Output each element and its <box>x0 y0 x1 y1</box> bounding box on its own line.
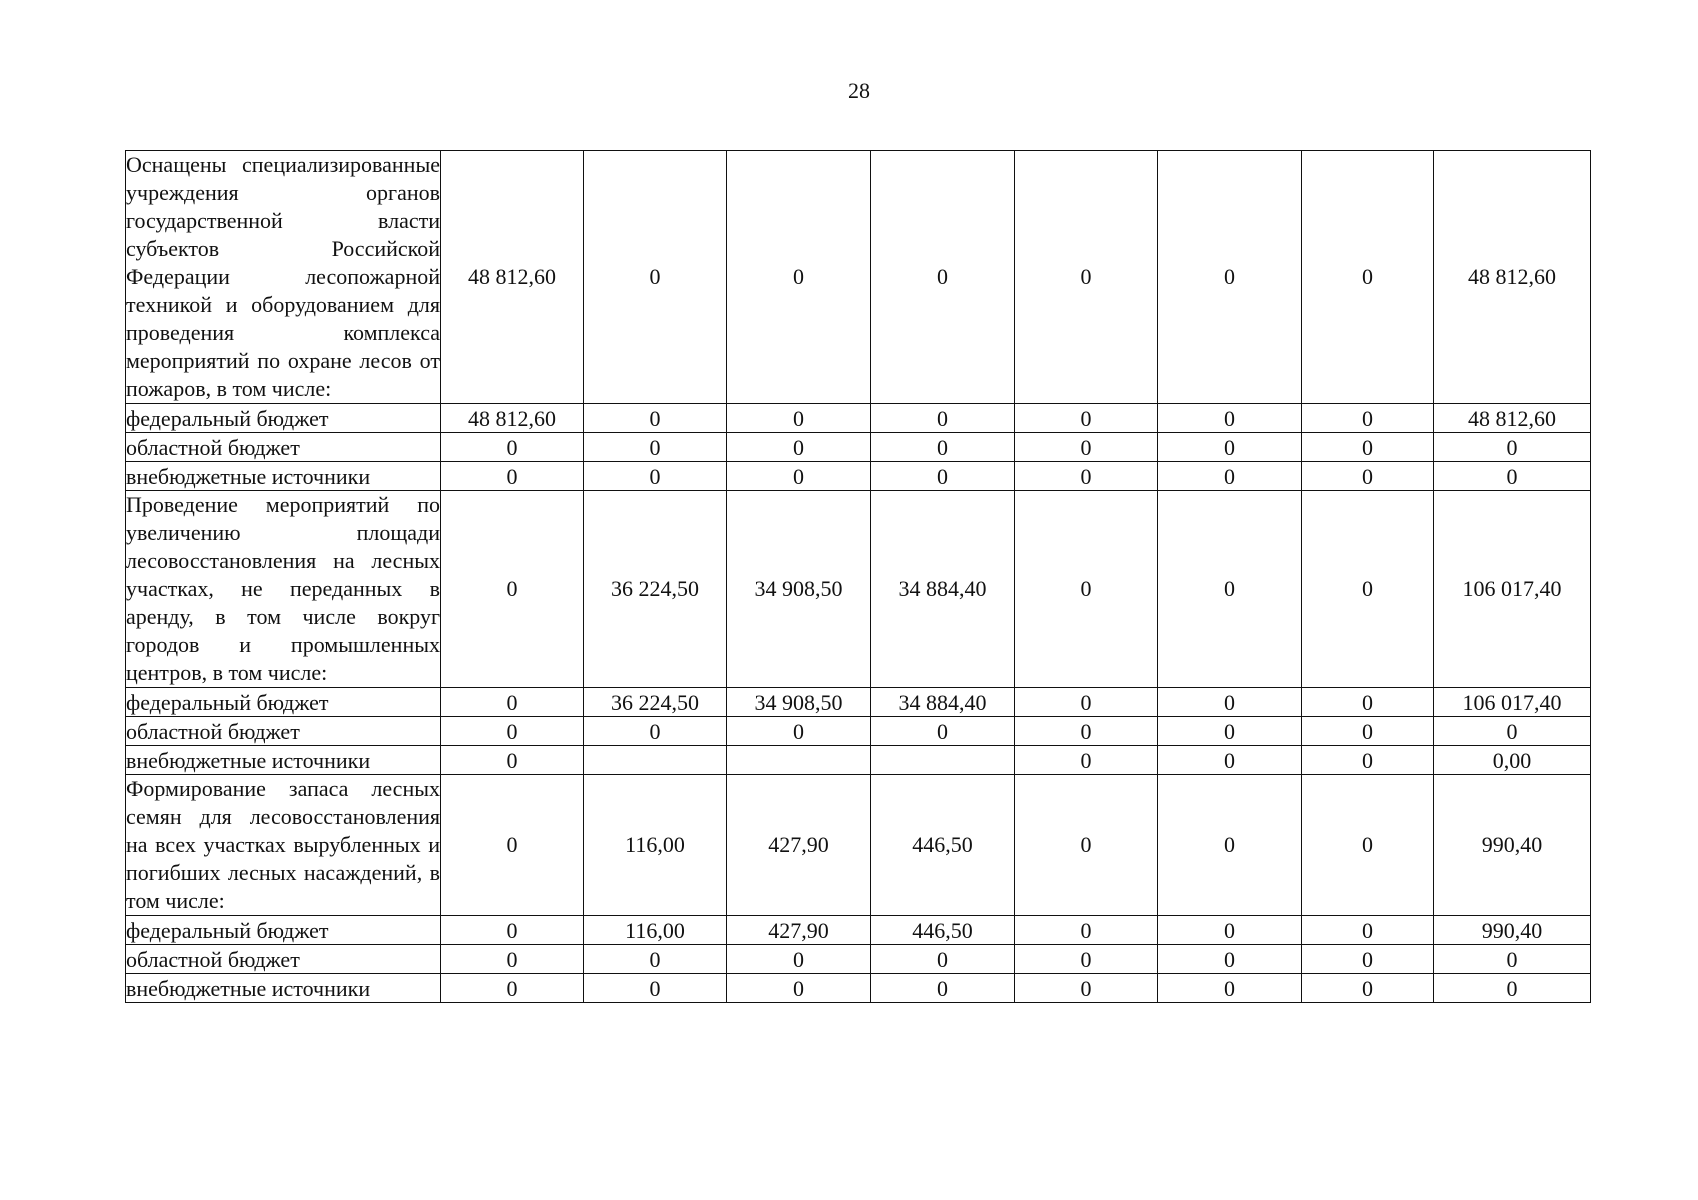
value-cell: 0 <box>1015 974 1158 1003</box>
value-cell: 0 <box>584 974 727 1003</box>
value-cell: 0 <box>1302 916 1434 945</box>
value-cell: 0 <box>584 151 727 404</box>
value-cell: 0 <box>1015 945 1158 974</box>
value-cell: 0 <box>871 404 1015 433</box>
value-cell: 0 <box>1015 775 1158 916</box>
value-cell: 0 <box>584 717 727 746</box>
table-row <box>126 974 1591 1003</box>
value-cell: 48 812,60 <box>441 404 584 433</box>
value-cell: 0 <box>1015 151 1158 404</box>
budget-source-label: внебюджетные источники <box>126 974 441 1003</box>
value-cell: 0 <box>1302 945 1434 974</box>
value-cell: 106 017,40 <box>1434 688 1591 717</box>
table-row <box>126 717 1591 746</box>
value-cell: 0 <box>441 775 584 916</box>
value-cell: 0 <box>1302 974 1434 1003</box>
value-cell: 116,00 <box>584 916 727 945</box>
value-cell: 0 <box>441 491 584 688</box>
value-cell: 0 <box>1302 688 1434 717</box>
value-cell: 0 <box>1158 688 1302 717</box>
value-cell: 36 224,50 <box>584 688 727 717</box>
value-cell: 0 <box>1015 688 1158 717</box>
value-cell: 0 <box>871 462 1015 491</box>
value-cell: 0 <box>1158 433 1302 462</box>
value-cell: 34 908,50 <box>727 688 871 717</box>
value-cell: 990,40 <box>1434 775 1591 916</box>
budget-source-label: областной бюджет <box>126 433 441 462</box>
value-cell: 0 <box>441 717 584 746</box>
value-cell: 34 884,40 <box>871 688 1015 717</box>
value-cell: 0 <box>584 945 727 974</box>
value-cell: 0 <box>727 462 871 491</box>
value-cell: 0 <box>727 717 871 746</box>
value-cell: 0 <box>727 945 871 974</box>
table-row <box>126 462 1591 491</box>
value-cell: 0 <box>1158 717 1302 746</box>
value-cell: 0 <box>1158 974 1302 1003</box>
value-cell: 0 <box>441 916 584 945</box>
value-cell: 0 <box>727 151 871 404</box>
value-cell <box>584 746 727 775</box>
value-cell: 0 <box>441 945 584 974</box>
value-cell: 0 <box>584 462 727 491</box>
value-cell: 446,50 <box>871 916 1015 945</box>
value-cell: 0 <box>1015 717 1158 746</box>
value-cell: 0 <box>1158 916 1302 945</box>
table-row <box>126 746 1591 775</box>
value-cell: 0 <box>1015 746 1158 775</box>
value-cell: 0 <box>871 717 1015 746</box>
value-cell: 0 <box>871 433 1015 462</box>
value-cell: 427,90 <box>727 775 871 916</box>
table-row <box>126 916 1591 945</box>
value-cell: 36 224,50 <box>584 491 727 688</box>
budget-source-label: внебюджетные источники <box>126 462 441 491</box>
value-cell: 0 <box>1158 462 1302 491</box>
table-row <box>126 404 1591 433</box>
value-cell: 0 <box>1302 491 1434 688</box>
budget-source-label: областной бюджет <box>126 717 441 746</box>
budget-source-label: областной бюджет <box>126 945 441 974</box>
value-cell: 0 <box>1158 491 1302 688</box>
value-cell <box>871 746 1015 775</box>
table-row <box>126 433 1591 462</box>
value-cell: 0 <box>1434 462 1591 491</box>
value-cell: 990,40 <box>1434 916 1591 945</box>
value-cell: 0 <box>1158 945 1302 974</box>
value-cell: 48 812,60 <box>1434 151 1591 404</box>
value-cell: 0 <box>1302 404 1434 433</box>
value-cell: 34 908,50 <box>727 491 871 688</box>
value-cell: 0 <box>1015 916 1158 945</box>
value-cell: 0 <box>727 404 871 433</box>
value-cell: 34 884,40 <box>871 491 1015 688</box>
value-cell: 0 <box>871 151 1015 404</box>
table-row <box>126 491 1591 688</box>
value-cell: 106 017,40 <box>1434 491 1591 688</box>
value-cell: 0 <box>1302 151 1434 404</box>
value-cell: 48 812,60 <box>441 151 584 404</box>
budget-source-label: федеральный бюджет <box>126 404 441 433</box>
budget-source-label: федеральный бюджет <box>126 916 441 945</box>
value-cell: 0 <box>1434 717 1591 746</box>
budget-source-label: федеральный бюджет <box>126 688 441 717</box>
value-cell: 0 <box>1302 746 1434 775</box>
value-cell: 116,00 <box>584 775 727 916</box>
value-cell: 446,50 <box>871 775 1015 916</box>
table-row <box>126 688 1591 717</box>
section-title-cell: Формирование запаса лесных семян для лесовосстановления на всех участках вырубленных и погибших лесных насаждений, в том числе: <box>126 775 441 916</box>
value-cell: 427,90 <box>727 916 871 945</box>
value-cell: 0 <box>1015 404 1158 433</box>
section-title-cell: Оснащены специализированные учреждения органов государственной власти субъектов Российской Федерации лесопожарной техникой и оборудованием для проведения комплекса мероприятий по охране лесов от пожаров, в том числе: <box>126 151 441 404</box>
value-cell: 0 <box>1302 775 1434 916</box>
page-number: 28 <box>848 78 870 103</box>
value-cell: 0 <box>1434 945 1591 974</box>
value-cell: 0 <box>871 974 1015 1003</box>
budget-source-label: внебюджетные источники <box>126 746 441 775</box>
value-cell: 0 <box>1158 151 1302 404</box>
value-cell: 0 <box>441 974 584 1003</box>
value-cell: 0 <box>1015 491 1158 688</box>
value-cell: 0 <box>1015 433 1158 462</box>
table-row <box>126 945 1591 974</box>
value-cell <box>727 746 871 775</box>
value-cell: 0 <box>441 688 584 717</box>
table-body <box>126 151 1591 1003</box>
section-title-cell: Проведение мероприятий по увеличению площади лесовосстановления на лесных участках, не переданных в аренду, в том числе вокруг городов и промышленных центров, в том числе: <box>126 491 441 688</box>
budget-table <box>125 150 1591 1003</box>
value-cell: 0 <box>1158 746 1302 775</box>
value-cell: 0 <box>871 945 1015 974</box>
value-cell: 0,00 <box>1434 746 1591 775</box>
value-cell: 0 <box>1434 433 1591 462</box>
table-row <box>126 775 1591 916</box>
table-row <box>126 151 1591 404</box>
value-cell: 0 <box>1158 775 1302 916</box>
value-cell: 0 <box>1302 462 1434 491</box>
value-cell: 0 <box>727 974 871 1003</box>
value-cell: 0 <box>441 462 584 491</box>
value-cell: 48 812,60 <box>1434 404 1591 433</box>
value-cell: 0 <box>441 433 584 462</box>
value-cell: 0 <box>584 433 727 462</box>
value-cell: 0 <box>584 404 727 433</box>
value-cell: 0 <box>1158 404 1302 433</box>
value-cell: 0 <box>1302 717 1434 746</box>
value-cell: 0 <box>1434 974 1591 1003</box>
value-cell: 0 <box>1015 462 1158 491</box>
value-cell: 0 <box>727 433 871 462</box>
value-cell: 0 <box>441 746 584 775</box>
value-cell: 0 <box>1302 433 1434 462</box>
